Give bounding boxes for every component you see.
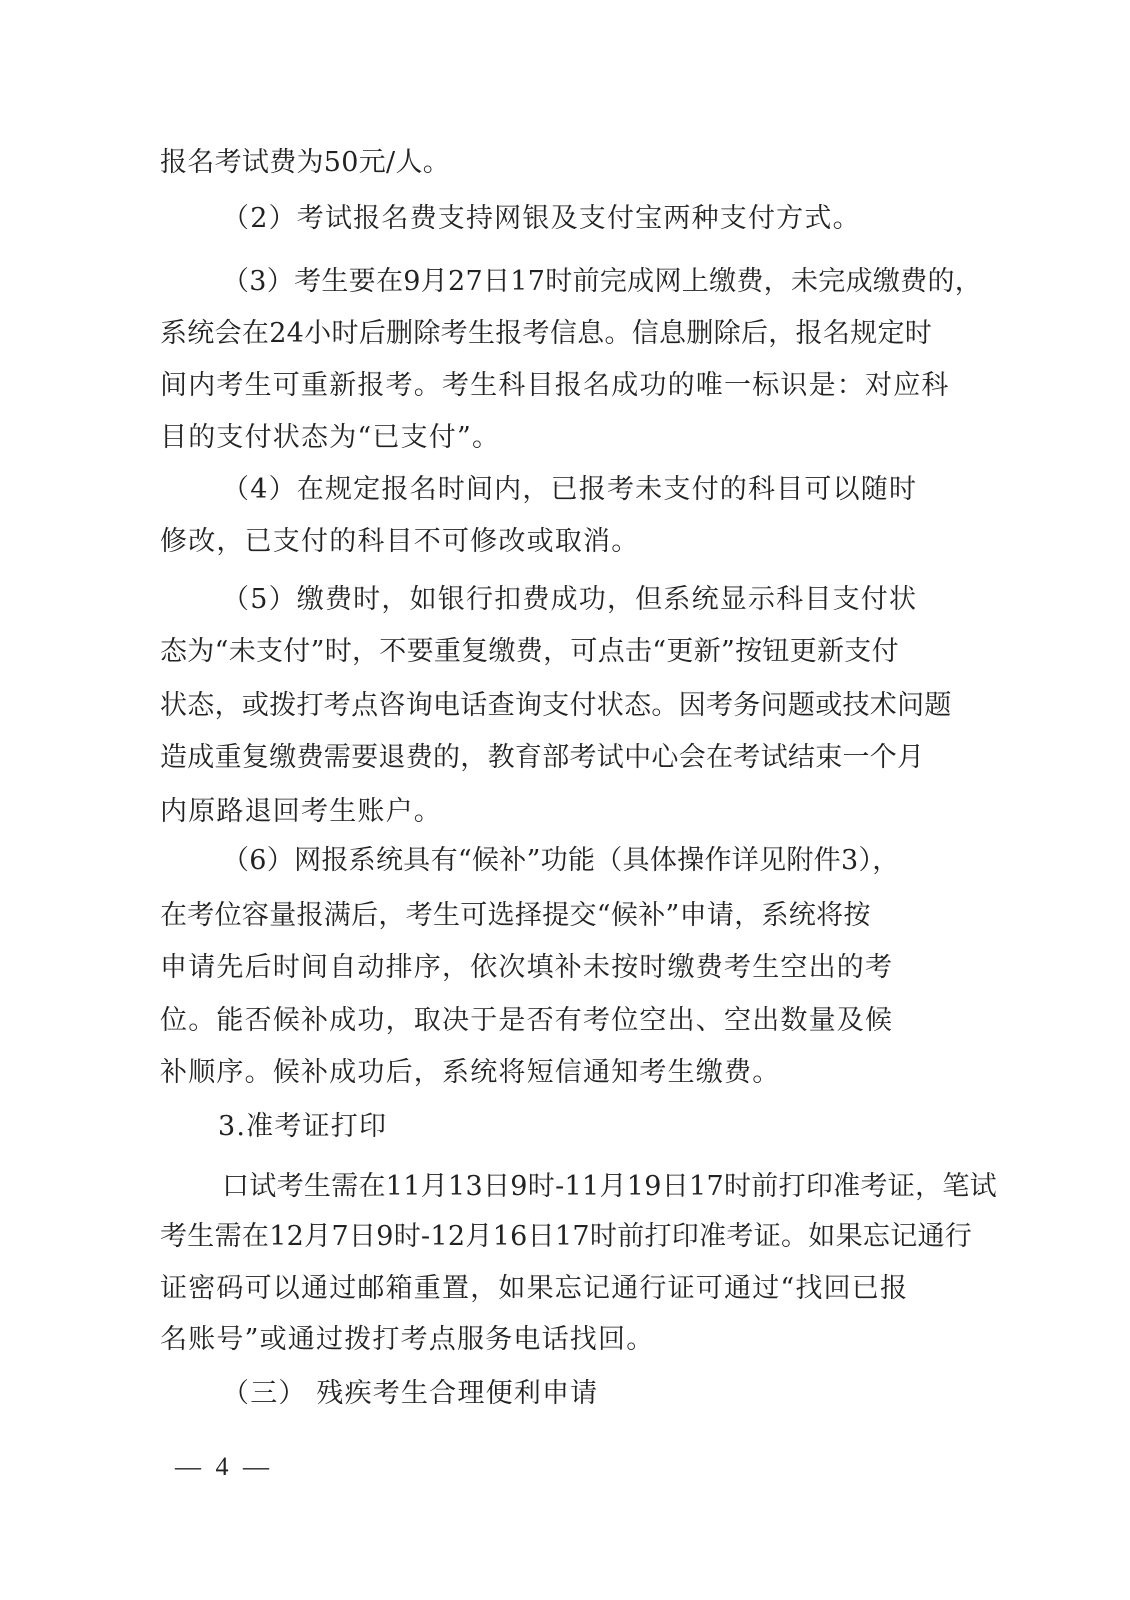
- list-item-3: （3）考生要在9月27日17时前完成网上缴费，未完成缴费的，: [222, 266, 983, 297]
- paragraph-line: 修改，已支付的科目不可修改或取消。: [160, 526, 640, 557]
- paragraph-line: 名账号”或通过拨打考点服务电话找回。: [160, 1324, 655, 1355]
- paragraph-line: 间内考生可重新报考。考生科目报名成功的唯一标识是：对应科: [160, 370, 950, 401]
- paragraph-line: 申请先后时间自动排序，依次填补未按时缴费考生空出的考: [160, 952, 894, 983]
- paragraph-line: 补顺序。候补成功后，系统将短信通知考生缴费。: [160, 1057, 781, 1088]
- list-item-5: （5）缴费时，如银行扣费成功，但系统显示科目支付状: [222, 584, 918, 615]
- paragraph-line: 考生需在12月7日9时-12月16日17时前打印准考证。如果忘记通行: [160, 1221, 973, 1252]
- list-item-6: （6）网报系统具有“候补”功能（具体操作详见附件3），: [222, 845, 900, 876]
- section-heading-admission-ticket: 3.准考证打印: [218, 1111, 388, 1142]
- paragraph-line: 造成重复缴费需要退费的，教育部考试中心会在考试结束一个月: [160, 742, 925, 773]
- page-number: — 4 —: [175, 1452, 273, 1481]
- paragraph-line: 态为“未支付”时，不要重复缴费，可点击“更新”按钮更新支付: [160, 636, 899, 667]
- paragraph-line: 目的支付状态为“已支付”。: [160, 422, 501, 453]
- paragraph-line: 状态，或拨打考点咨询电话查询支付状态。因考务问题或技术问题: [160, 690, 952, 721]
- paragraph-line: 在考位容量报满后，考生可选择提交“候补”申请，系统将按: [160, 900, 871, 931]
- paragraph-line: 内原路退回考生账户。: [160, 796, 442, 827]
- paragraph-line: 报名考试费为50元/人。: [160, 147, 451, 178]
- paragraph-line: 口试考生需在11月13日9时-11月19日17时前打印准考证，笔试: [222, 1171, 997, 1202]
- section-heading-disability-accommodation: （三） 残疾考生合理便利申请: [222, 1378, 599, 1409]
- paragraph-line: 位。能否候补成功，取决于是否有考位空出、空出数量及候: [160, 1005, 894, 1036]
- paragraph-line: 系统会在24小时后删除考生报考信息。信息删除后，报名规定时: [160, 318, 933, 349]
- list-item-2: （2）考试报名费支持网银及支付宝两种支付方式。: [222, 203, 861, 234]
- list-item-4: （4）在规定报名时间内，已报考未支付的科目可以随时: [222, 474, 918, 505]
- paragraph-line: 证密码可以通过邮箱重置，如果忘记通行证可通过“找回已报: [160, 1273, 909, 1304]
